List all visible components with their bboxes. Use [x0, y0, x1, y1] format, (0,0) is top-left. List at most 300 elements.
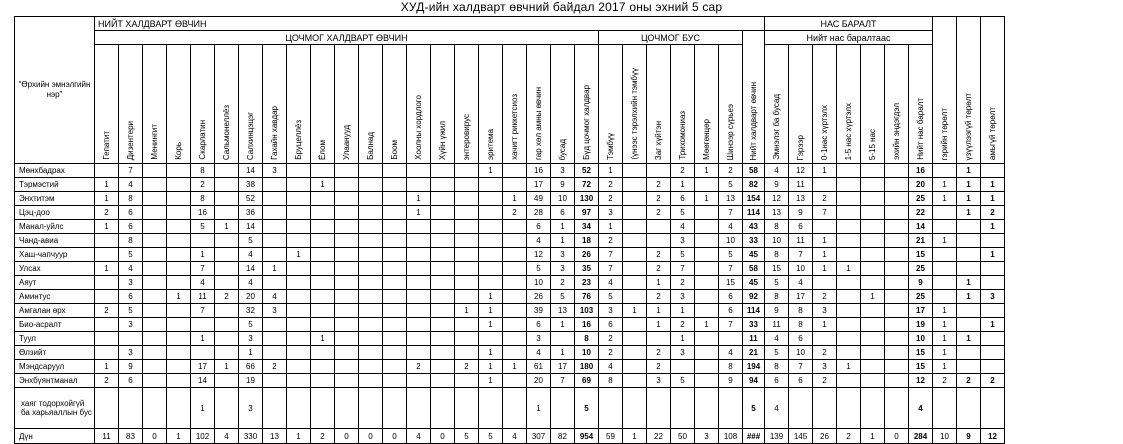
value-cell [837, 220, 861, 234]
value-cell: 0 [359, 429, 383, 444]
value-cell: 14 [191, 374, 215, 388]
value-cell [837, 304, 861, 318]
value-cell [335, 206, 359, 220]
value-cell: 2 [719, 164, 743, 178]
value-cell [861, 318, 885, 332]
value-cell [263, 206, 287, 220]
value-cell: 4 [119, 178, 143, 192]
value-cell: 1 [813, 248, 837, 262]
value-cell: 12 [789, 164, 813, 178]
value-cell: 8 [119, 192, 143, 206]
value-cell: 4 [119, 262, 143, 276]
value-cell [407, 178, 431, 192]
value-cell: 2 [95, 206, 119, 220]
value-cell [359, 318, 383, 332]
value-cell: 2 [647, 178, 671, 192]
value-cell: 154 [743, 192, 765, 206]
value-cell: 11 [743, 332, 765, 346]
value-cell [311, 262, 335, 276]
col-header-33: эхийн эндэгдэл [885, 45, 909, 164]
value-cell [695, 290, 719, 304]
value-cell: 15 [765, 262, 789, 276]
value-cell: 20 [527, 374, 551, 388]
value-cell: 8 [789, 304, 813, 318]
value-cell: 15 [719, 276, 743, 290]
value-cell: 4 [719, 220, 743, 234]
value-cell [143, 234, 167, 248]
value-cell [479, 262, 503, 276]
value-cell: 2 [813, 374, 837, 388]
value-cell [263, 276, 287, 290]
value-cell [885, 262, 909, 276]
value-cell: 1 [647, 318, 671, 332]
value-cell [311, 290, 335, 304]
acute-infectious-group-header: ЦОЧМОГ ХАЛДВАРТ ӨВЧИН [95, 31, 599, 45]
value-cell [407, 234, 431, 248]
value-cell [167, 248, 191, 262]
value-cell [837, 248, 861, 262]
value-cell: 6 [527, 318, 551, 332]
value-cell [359, 220, 383, 234]
value-cell [143, 346, 167, 360]
value-cell: 2 [599, 178, 623, 192]
clinic-name-cell: Хаш-чапчуур [15, 248, 95, 262]
table-row [15, 262, 1005, 276]
value-cell: 3 [239, 332, 263, 346]
value-cell: 45 [743, 276, 765, 290]
value-cell: 1 [957, 276, 981, 290]
value-cell: 17 [909, 304, 933, 318]
value-cell [167, 234, 191, 248]
value-cell [167, 164, 191, 178]
value-cell: 1 [479, 304, 503, 318]
value-cell [647, 220, 671, 234]
value-cell: 6 [599, 318, 623, 332]
value-cell: 4 [191, 276, 215, 290]
value-cell [335, 178, 359, 192]
value-cell [837, 290, 861, 304]
value-cell [191, 318, 215, 332]
value-cell: 2 [837, 429, 861, 444]
value-cell: 1 [95, 262, 119, 276]
value-cell [551, 332, 575, 346]
value-cell [479, 388, 503, 429]
value-cell [359, 304, 383, 318]
value-cell [623, 332, 647, 346]
col-header-34: Нийт нас баралт [909, 45, 933, 164]
value-cell: 1 [287, 248, 311, 262]
value-cell [431, 164, 455, 178]
value-cell [503, 248, 527, 262]
value-cell: 1 [551, 220, 575, 234]
value-cell: 954 [575, 429, 599, 444]
value-cell [383, 360, 407, 374]
value-cell: 14 [239, 220, 263, 234]
value-cell: 16 [909, 164, 933, 178]
value-cell [263, 318, 287, 332]
value-cell [215, 234, 239, 248]
col-header-9: Ёлом [311, 45, 335, 164]
value-cell: 1 [527, 388, 551, 429]
value-cell: 49 [527, 192, 551, 206]
value-cell [143, 318, 167, 332]
value-cell: 4 [503, 429, 527, 444]
value-cell: 13 [551, 304, 575, 318]
value-cell: 8 [789, 318, 813, 332]
value-cell [287, 346, 311, 360]
value-cell [359, 374, 383, 388]
value-cell [957, 234, 981, 248]
col-header-1: Дизентери [119, 45, 143, 164]
value-cell: 7 [599, 262, 623, 276]
value-cell: 7 [191, 304, 215, 318]
value-cell: 11 [95, 429, 119, 444]
value-cell [455, 220, 479, 234]
value-cell [383, 192, 407, 206]
value-cell: 3 [239, 388, 263, 429]
col-header-35: гэрийн төрөлт [933, 17, 957, 164]
value-cell: 3 [119, 276, 143, 290]
value-cell [263, 248, 287, 262]
clinic-name-cell: Мэндсаруул [15, 360, 95, 374]
value-cell: 10 [527, 276, 551, 290]
value-cell [885, 276, 909, 290]
value-cell: 1 [933, 234, 957, 248]
value-cell [981, 332, 1005, 346]
value-cell [143, 290, 167, 304]
table-row [15, 346, 1005, 360]
value-cell [215, 262, 239, 276]
value-cell [407, 332, 431, 346]
value-cell [287, 374, 311, 388]
value-cell: 1 [957, 290, 981, 304]
col-header-14: Хүйн үжил [431, 45, 455, 164]
value-cell: 2 [95, 304, 119, 318]
value-cell [861, 388, 885, 429]
value-cell [311, 192, 335, 206]
value-cell: 22 [647, 429, 671, 444]
value-cell: 10 [789, 346, 813, 360]
table-row [15, 290, 1005, 304]
value-cell: 1 [311, 332, 335, 346]
value-cell: 0 [383, 429, 407, 444]
value-cell [431, 318, 455, 332]
value-cell: 19 [239, 374, 263, 388]
value-cell [335, 332, 359, 346]
value-cell [383, 234, 407, 248]
value-cell [837, 346, 861, 360]
value-cell: 1 [287, 429, 311, 444]
value-cell [551, 388, 575, 429]
value-cell: 17 [789, 290, 813, 304]
value-cell [431, 234, 455, 248]
value-cell: 1 [95, 220, 119, 234]
value-cell [719, 388, 743, 429]
value-cell: 4 [239, 276, 263, 290]
value-cell [981, 262, 1005, 276]
value-cell [383, 276, 407, 290]
table-row [15, 429, 1005, 444]
value-cell [335, 318, 359, 332]
value-cell [479, 178, 503, 192]
value-cell [287, 178, 311, 192]
value-cell [455, 192, 479, 206]
value-cell [431, 374, 455, 388]
value-cell: 7 [671, 262, 695, 276]
value-cell: 2 [407, 360, 431, 374]
value-cell: 2 [671, 276, 695, 290]
value-cell: 1 [455, 304, 479, 318]
value-cell: 1 [957, 178, 981, 192]
value-cell: 34 [575, 220, 599, 234]
col-header-17: хачигт риккетсиоз [503, 45, 527, 164]
value-cell: 58 [743, 164, 765, 178]
value-cell: 4 [527, 234, 551, 248]
value-cell: 8 [119, 234, 143, 248]
col-header-8: Бруцеллёз [287, 45, 311, 164]
value-cell [215, 248, 239, 262]
value-cell [287, 234, 311, 248]
value-cell: 5 [671, 206, 695, 220]
value-cell: 2 [95, 374, 119, 388]
value-cell: 8 [191, 192, 215, 206]
value-cell: 13 [765, 206, 789, 220]
value-cell: 1 [479, 164, 503, 178]
value-cell [431, 388, 455, 429]
value-cell: 26 [575, 248, 599, 262]
value-cell: 6 [119, 220, 143, 234]
value-cell: 1 [695, 318, 719, 332]
clinic-name-cell: Энхтитэм [15, 192, 95, 206]
value-cell [167, 318, 191, 332]
value-cell [455, 388, 479, 429]
value-cell: 5 [551, 290, 575, 304]
value-cell: 194 [743, 360, 765, 374]
value-cell [479, 248, 503, 262]
value-cell [861, 178, 885, 192]
value-cell [623, 262, 647, 276]
table-row [15, 206, 1005, 220]
value-cell [383, 220, 407, 234]
value-cell [885, 164, 909, 178]
value-cell [789, 388, 813, 429]
value-cell: 5 [455, 429, 479, 444]
value-cell: 5 [239, 234, 263, 248]
table-row [15, 248, 1005, 262]
table-row [15, 234, 1005, 248]
value-cell [933, 248, 957, 262]
value-cell [861, 276, 885, 290]
value-cell: 4 [765, 388, 789, 429]
value-cell [671, 360, 695, 374]
value-cell: 11 [765, 318, 789, 332]
value-cell [695, 332, 719, 346]
value-cell: 1 [981, 220, 1005, 234]
value-cell: 2 [263, 360, 287, 374]
value-cell [861, 360, 885, 374]
col-header-6: Салхинцэцэг [239, 45, 263, 164]
value-cell: 10 [551, 192, 575, 206]
value-cell [215, 178, 239, 192]
value-cell: 25 [909, 262, 933, 276]
value-cell: 3 [671, 346, 695, 360]
value-cell [861, 248, 885, 262]
value-cell: 4 [599, 360, 623, 374]
value-cell [981, 360, 1005, 374]
col-header-12: Боом [383, 45, 407, 164]
value-cell [359, 164, 383, 178]
value-cell: 2 [671, 318, 695, 332]
clinic-name-cell: Туул [15, 332, 95, 346]
value-cell [215, 164, 239, 178]
value-cell: 1 [933, 192, 957, 206]
value-cell [287, 318, 311, 332]
value-cell [407, 220, 431, 234]
value-cell [885, 248, 909, 262]
value-cell [95, 234, 119, 248]
value-cell [383, 332, 407, 346]
value-cell: 4 [789, 276, 813, 290]
value-cell: 1 [837, 360, 861, 374]
value-cell: 33 [743, 234, 765, 248]
value-cell [263, 346, 287, 360]
value-cell: 1 [981, 318, 1005, 332]
value-cell: 8 [191, 164, 215, 178]
value-cell: 139 [765, 429, 789, 444]
value-cell: 10 [575, 346, 599, 360]
value-cell [623, 374, 647, 388]
value-cell [695, 206, 719, 220]
value-cell: 1 [957, 192, 981, 206]
value-cell: 6 [119, 374, 143, 388]
value-cell: 1 [503, 192, 527, 206]
value-cell [623, 192, 647, 206]
value-cell [119, 332, 143, 346]
col-header-15: энтеровирус [455, 45, 479, 164]
value-cell [431, 304, 455, 318]
value-cell [455, 178, 479, 192]
value-cell: 43 [743, 220, 765, 234]
value-cell [335, 346, 359, 360]
value-cell: 7 [719, 262, 743, 276]
value-cell: 6 [789, 220, 813, 234]
value-cell: 4 [215, 429, 239, 444]
value-cell: 103 [575, 304, 599, 318]
value-cell [311, 234, 335, 248]
value-cell [119, 388, 143, 429]
value-cell [957, 388, 981, 429]
value-cell [981, 346, 1005, 360]
value-cell: 17 [527, 178, 551, 192]
value-cell [933, 290, 957, 304]
value-cell [623, 276, 647, 290]
value-cell: 1 [671, 332, 695, 346]
value-cell: 102 [191, 429, 215, 444]
value-cell: 1 [239, 346, 263, 360]
value-cell: 1 [311, 178, 335, 192]
value-cell [311, 164, 335, 178]
value-cell [167, 346, 191, 360]
clinic-name-cell: хаяг тодорхойгүй ба харьяаллын бус [15, 388, 95, 429]
value-cell: 1 [671, 304, 695, 318]
value-cell: 36 [239, 206, 263, 220]
value-cell [885, 332, 909, 346]
value-cell: 5 [765, 276, 789, 290]
value-cell: 1 [599, 220, 623, 234]
value-cell: 1 [933, 332, 957, 346]
value-cell: 1 [813, 234, 837, 248]
value-cell [431, 220, 455, 234]
value-cell: 1 [191, 332, 215, 346]
value-cell [861, 206, 885, 220]
value-cell [455, 262, 479, 276]
value-cell [479, 220, 503, 234]
value-cell: 10 [765, 234, 789, 248]
value-cell [455, 234, 479, 248]
value-cell: 8 [719, 360, 743, 374]
value-cell [287, 388, 311, 429]
value-cell [431, 206, 455, 220]
value-cell: 2 [647, 360, 671, 374]
value-cell: 1 [167, 429, 191, 444]
value-cell: 3 [813, 304, 837, 318]
value-cell [263, 220, 287, 234]
value-cell [143, 388, 167, 429]
value-cell: 16 [191, 206, 215, 220]
value-cell [837, 276, 861, 290]
value-cell [695, 220, 719, 234]
value-cell: 39 [527, 304, 551, 318]
value-cell: 9 [765, 304, 789, 318]
value-cell [503, 346, 527, 360]
value-cell: 3 [551, 262, 575, 276]
value-cell [623, 206, 647, 220]
value-cell: 4 [599, 276, 623, 290]
value-cell [383, 178, 407, 192]
value-cell [695, 388, 719, 429]
value-cell [407, 374, 431, 388]
value-cell [287, 276, 311, 290]
value-cell: 2 [671, 164, 695, 178]
value-cell: 9 [789, 206, 813, 220]
value-cell [311, 206, 335, 220]
value-cell [503, 234, 527, 248]
value-cell: 6 [719, 304, 743, 318]
value-cell: 4 [407, 429, 431, 444]
value-cell: 94 [743, 374, 765, 388]
value-cell [933, 164, 957, 178]
clinic-name-cell: Мөнхбадрах [15, 164, 95, 178]
value-cell [957, 346, 981, 360]
value-cell: 22 [909, 206, 933, 220]
value-cell [813, 276, 837, 290]
col-header-30: 0-1нас хүртэлх [813, 45, 837, 164]
value-cell: 52 [575, 164, 599, 178]
value-cell [359, 360, 383, 374]
value-cell: 1 [981, 192, 1005, 206]
value-cell [885, 206, 909, 220]
value-cell: 16 [575, 318, 599, 332]
value-cell [311, 346, 335, 360]
value-cell [981, 164, 1005, 178]
value-cell [623, 346, 647, 360]
value-cell [885, 318, 909, 332]
value-cell [695, 360, 719, 374]
value-cell [503, 318, 527, 332]
col-header-11: Балнад [359, 45, 383, 164]
value-cell [503, 332, 527, 346]
value-cell: 1 [407, 192, 431, 206]
